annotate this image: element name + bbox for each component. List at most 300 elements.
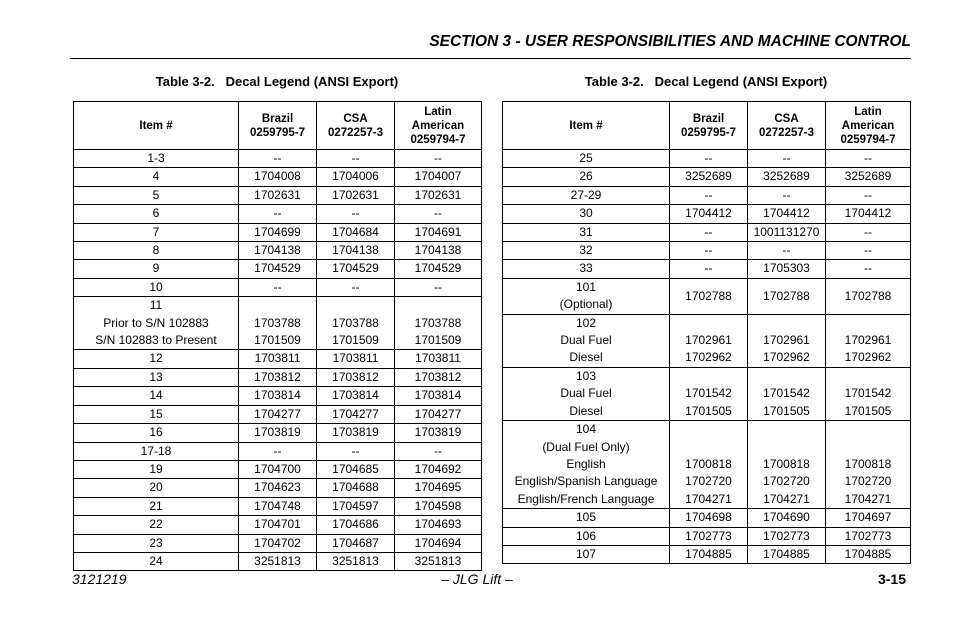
csa-cell: [317, 479, 395, 497]
latin-cell: [826, 205, 911, 223]
cell-line: 17-18: [140, 443, 172, 458]
cell-line: (Dual Fuel Only): [542, 439, 630, 454]
cell-line: 1704699: [254, 224, 301, 239]
cell-line: 1703819: [332, 425, 379, 440]
table-row: [503, 186, 911, 204]
table-row: [74, 552, 482, 570]
csa-cell: [317, 242, 395, 260]
table-row: [74, 516, 482, 534]
item-cell: [503, 545, 670, 563]
brazil-cell: [239, 242, 317, 260]
item-cell: [74, 297, 239, 350]
cell-line: 1701542: [685, 386, 732, 401]
cell-line: --: [704, 151, 713, 165]
cell-line: 1703812: [414, 369, 462, 384]
cell-line: --: [782, 187, 791, 202]
item-cell: [503, 223, 670, 241]
cell-line: 1702773: [844, 528, 892, 543]
cell-line: 1704695: [414, 480, 462, 495]
latin-cell: [395, 150, 482, 168]
section-title: SECTION 3 - USER RESPONSIBILITIES AND MACHINE CONTROL: [429, 33, 911, 50]
item-cell: [74, 497, 239, 515]
item-cell: [503, 278, 670, 314]
latin-cell: [395, 387, 482, 405]
brazil-cell: [239, 479, 317, 497]
item-cell: [74, 368, 239, 386]
cell-line: 1704006: [332, 169, 379, 184]
table-row: [503, 278, 911, 314]
brazil-cell: [239, 278, 317, 296]
cell-line: 11: [149, 298, 163, 313]
cell-line: 1703788: [332, 315, 379, 330]
latin-cell: [826, 509, 911, 527]
cell-line: --: [704, 224, 713, 239]
latin-cell: [826, 278, 911, 314]
brazil-cell: [670, 223, 748, 241]
item-cell: [74, 223, 239, 241]
cell-line: Dual Fuel: [560, 333, 612, 348]
brazil-cell: [239, 534, 317, 552]
table-row: [74, 260, 482, 278]
cell-line: 15: [149, 406, 163, 421]
cell-line: 1703814: [254, 388, 301, 403]
cell-line: 1703812: [254, 369, 301, 384]
cell-line: 1702720: [685, 474, 732, 489]
cell-line: 1704138: [414, 243, 462, 258]
cell-line: 1703788: [414, 315, 462, 330]
cell-line: 1701542: [844, 386, 892, 401]
cell-line: --: [273, 206, 282, 221]
cell-line: 22: [149, 517, 163, 532]
cell-line: 33: [579, 261, 593, 276]
latin-cell: [395, 260, 482, 278]
cell-line: --: [351, 151, 360, 165]
table-row: [74, 534, 482, 552]
latin-cell: [826, 421, 911, 509]
cell-line: --: [704, 261, 713, 276]
item-cell: [503, 168, 670, 186]
latin-cell: [395, 405, 482, 423]
latin-cell: [826, 150, 911, 168]
brazil-cell: [670, 527, 748, 545]
csa-cell: [317, 223, 395, 241]
cell-line: 1702788: [844, 288, 892, 303]
cell-line: 1700818: [763, 456, 810, 471]
cell-line: 1703811: [415, 351, 461, 366]
cell-line: 1704690: [763, 510, 810, 525]
latin-cell: [395, 186, 482, 204]
latin-cell: [395, 460, 482, 478]
cell-line: 1704529: [254, 261, 301, 276]
item-cell: [503, 527, 670, 545]
cell-line: 1703812: [332, 369, 379, 384]
cell-line: 32: [579, 243, 593, 258]
table-row: [74, 424, 482, 442]
column-header-line: CSA: [343, 112, 368, 125]
column-header: [239, 102, 317, 150]
table-row: [74, 150, 482, 168]
page-number: 3-15: [877, 571, 906, 587]
cell-line: --: [434, 151, 442, 165]
item-cell: [503, 205, 670, 223]
column-header-line: Latin: [854, 105, 882, 118]
right-table-caption: Table 3-2. Decal Legend (ANSI Export): [584, 74, 828, 89]
csa-cell: [317, 442, 395, 460]
cell-line: 1704684: [332, 224, 379, 239]
cell-line: 10: [149, 279, 163, 294]
brazil-cell: [239, 297, 317, 350]
table-row: [503, 421, 911, 509]
latin-cell: [395, 297, 482, 350]
table-row: [503, 527, 911, 545]
latin-cell: [826, 186, 911, 204]
csa-cell: [748, 186, 826, 204]
table-row: [503, 242, 911, 260]
cell-line: --: [782, 151, 791, 165]
cell-line: 1701542: [763, 386, 810, 401]
item-cell: [74, 205, 239, 223]
column-header-line: Item #: [569, 119, 603, 132]
brazil-cell: [670, 205, 748, 223]
cell-line: 1704685: [332, 461, 379, 476]
latin-cell: [826, 527, 911, 545]
csa-cell: [748, 278, 826, 314]
table-row: [74, 186, 482, 204]
item-cell: [74, 479, 239, 497]
csa-cell: [748, 509, 826, 527]
cell-line: 1704598: [414, 498, 462, 513]
latin-cell: [395, 497, 482, 515]
latin-cell: [395, 516, 482, 534]
brazil-cell: [239, 552, 317, 570]
cell-line: 1704412: [763, 206, 810, 221]
item-cell: [503, 186, 670, 204]
brazil-cell: [239, 387, 317, 405]
cell-line: --: [434, 443, 442, 458]
cell-line: 103: [575, 368, 597, 383]
cell-line: 1702631: [332, 187, 379, 202]
latin-cell: [395, 368, 482, 386]
cell-line: 1704885: [685, 546, 732, 561]
column-header-line: American: [411, 119, 465, 132]
latin-cell: [395, 278, 482, 296]
csa-cell: [317, 297, 395, 350]
table-row: [74, 242, 482, 260]
cell-line: Prior to S/N 102883: [103, 315, 209, 330]
cell-line: 106: [575, 528, 597, 543]
brazil-cell: [670, 278, 748, 314]
cell-line: 1705303: [763, 261, 810, 276]
cell-line: 1703814: [414, 388, 462, 403]
cell-line: English/Spanish Language: [514, 474, 658, 489]
table-row: [503, 223, 911, 241]
cell-line: 1704686: [332, 517, 379, 532]
cell-line: 1702788: [763, 288, 810, 303]
cell-line: 25: [579, 151, 593, 165]
cell-line: 107: [575, 546, 597, 561]
cell-line: 1701509: [254, 333, 301, 348]
cell-line: 7: [152, 224, 160, 239]
cell-line: English: [566, 456, 606, 471]
cell-line: 1700818: [685, 456, 732, 471]
csa-cell: [317, 350, 395, 368]
cell-line: 13: [149, 369, 163, 384]
table-row: [74, 442, 482, 460]
brazil-cell: [670, 186, 748, 204]
cell-line: 1700818: [844, 456, 892, 471]
cell-line: --: [864, 261, 872, 276]
cell-line: --: [273, 279, 282, 294]
cell-line: 1704138: [332, 243, 379, 258]
cell-line: 1703788: [254, 315, 301, 330]
csa-cell: [317, 460, 395, 478]
cell-line: --: [351, 279, 360, 294]
csa-cell: [317, 186, 395, 204]
item-cell: [503, 314, 670, 367]
cell-line: 16: [149, 425, 163, 440]
csa-cell: [748, 367, 826, 420]
latin-cell: [395, 552, 482, 570]
csa-cell: [748, 421, 826, 509]
column-header-line: 0272257-3: [759, 126, 814, 139]
cell-line: 24: [149, 553, 163, 568]
column-header: [748, 102, 826, 150]
cell-line: 12: [149, 351, 163, 366]
csa-cell: [317, 497, 395, 515]
cell-line: 1702720: [763, 474, 810, 489]
cell-line: 1704623: [254, 480, 301, 495]
cell-line: 1704748: [254, 498, 301, 513]
table-row: [503, 260, 911, 278]
csa-cell: [317, 278, 395, 296]
cell-line: 1701505: [685, 403, 732, 418]
item-cell: [74, 387, 239, 405]
cell-line: 1704694: [414, 535, 462, 550]
table-row: [74, 278, 482, 296]
column-header-line: American: [841, 119, 895, 132]
cell-line: --: [782, 243, 791, 258]
brazil-cell: [670, 260, 748, 278]
csa-cell: [317, 534, 395, 552]
csa-cell: [317, 260, 395, 278]
cell-line: 6: [152, 206, 160, 221]
table-row: [74, 460, 482, 478]
cell-line: 1704693: [414, 517, 462, 532]
brazil-cell: [239, 205, 317, 223]
item-cell: [74, 442, 239, 460]
column-header: [317, 102, 395, 150]
brazil-cell: [239, 150, 317, 168]
csa-cell: [748, 150, 826, 168]
cell-line: --: [704, 243, 713, 258]
csa-cell: [748, 168, 826, 186]
column-header-line: Brazil: [692, 112, 725, 125]
item-cell: [74, 260, 239, 278]
cell-line: 1703819: [414, 425, 462, 440]
table-row: [74, 405, 482, 423]
latin-cell: [826, 260, 911, 278]
cell-line: 1704007: [414, 169, 462, 184]
cell-line: 3251813: [332, 553, 379, 568]
column-header-line: 0259795-7: [250, 126, 305, 139]
cell-line: 1001131270: [753, 224, 820, 239]
cell-line: 3251813: [254, 553, 301, 568]
cell-line: 1703819: [254, 425, 301, 440]
cell-line: --: [864, 187, 872, 202]
table-row: [74, 297, 482, 350]
column-header-line: 0272257-3: [328, 126, 383, 139]
cell-line: 27-29: [570, 187, 602, 202]
cell-line: 3252689: [685, 169, 732, 184]
cell-line: 23: [149, 535, 163, 550]
brazil-cell: [670, 150, 748, 168]
brazil-cell: [239, 168, 317, 186]
decal-legend-table-left: [73, 101, 482, 571]
cell-line: 1702961: [763, 333, 810, 348]
brazil-cell: [239, 186, 317, 204]
latin-cell: [826, 545, 911, 563]
column-header-line: 0259794-7: [410, 133, 466, 146]
cell-line: 1704008: [254, 169, 301, 184]
cell-line: 1704138: [254, 243, 301, 258]
table-row: [503, 150, 911, 168]
cell-line: 1702962: [763, 350, 810, 365]
csa-cell: [748, 314, 826, 367]
csa-cell: [748, 260, 826, 278]
decal-legend-table-right: [502, 101, 911, 564]
csa-cell: [748, 545, 826, 563]
csa-cell: [317, 387, 395, 405]
cell-line: 1702631: [254, 187, 301, 202]
cell-line: 1704529: [414, 261, 462, 276]
item-cell: [503, 421, 670, 509]
cell-line: 1704412: [844, 206, 892, 221]
cell-line: 21: [149, 498, 163, 513]
csa-cell: [317, 368, 395, 386]
latin-cell: [826, 242, 911, 260]
column-header-line: 0259795-7: [681, 126, 736, 139]
column-header: [395, 102, 482, 150]
item-cell: [74, 186, 239, 204]
cell-line: 1703814: [332, 388, 379, 403]
brazil-cell: [670, 421, 748, 509]
csa-cell: [317, 168, 395, 186]
brazil-cell: [239, 497, 317, 515]
cell-line: 1702962: [685, 350, 732, 365]
cell-line: English/French Language: [517, 491, 655, 506]
item-cell: [503, 150, 670, 168]
cell-line: 1704271: [685, 491, 732, 506]
cell-line: 30: [579, 206, 593, 221]
cell-line: 1702962: [844, 350, 892, 365]
column-header: [503, 102, 670, 150]
cell-line: 102: [575, 315, 597, 330]
cell-line: 1704687: [332, 535, 379, 550]
cell-line: --: [351, 443, 360, 458]
cell-line: 1704271: [844, 491, 892, 506]
item-cell: [74, 405, 239, 423]
latin-cell: [395, 223, 482, 241]
brazil-cell: [239, 223, 317, 241]
cell-line: (Optional): [559, 297, 613, 312]
footer-brand: – JLG Lift –: [441, 571, 513, 587]
cell-line: 1701505: [763, 403, 810, 418]
latin-cell: [395, 205, 482, 223]
cell-line: --: [351, 206, 360, 221]
cell-line: 1702961: [685, 333, 732, 348]
cell-line: 1704698: [685, 510, 732, 525]
latin-cell: [395, 442, 482, 460]
latin-cell: [395, 424, 482, 442]
cell-line: 1704688: [332, 480, 379, 495]
csa-cell: [317, 516, 395, 534]
table-row: [503, 314, 911, 367]
cell-line: 1702631: [414, 187, 462, 202]
cell-line: --: [273, 151, 282, 165]
cell-line: 3251813: [414, 553, 462, 568]
brazil-cell: [670, 509, 748, 527]
cell-line: 1704529: [332, 261, 379, 276]
cell-line: 1703811: [254, 351, 301, 366]
cell-line: --: [864, 224, 872, 239]
cell-line: 4: [152, 169, 160, 184]
cell-line: 1703811: [332, 351, 379, 366]
cell-line: --: [704, 187, 713, 202]
item-cell: [74, 168, 239, 186]
item-cell: [74, 350, 239, 368]
brazil-cell: [670, 367, 748, 420]
cell-line: 26: [579, 169, 593, 184]
cell-line: 1704597: [332, 498, 379, 513]
csa-cell: [317, 552, 395, 570]
item-cell: [74, 150, 239, 168]
cell-line: 104: [575, 422, 597, 437]
cell-line: 1-3: [147, 151, 165, 165]
cell-line: 5: [152, 187, 160, 202]
cell-line: Diesel: [569, 403, 603, 418]
latin-cell: [826, 314, 911, 367]
table-row: [503, 367, 911, 420]
latin-cell: [395, 534, 482, 552]
cell-line: --: [434, 206, 442, 221]
column-header-line: CSA: [774, 112, 799, 125]
brazil-cell: [670, 314, 748, 367]
cell-line: 1702773: [685, 528, 732, 543]
cell-line: 1702961: [844, 333, 892, 348]
latin-cell: [826, 223, 911, 241]
brazil-cell: [239, 424, 317, 442]
item-cell: [74, 460, 239, 478]
item-cell: [503, 242, 670, 260]
latin-cell: [395, 350, 482, 368]
cell-line: Dual Fuel: [560, 386, 612, 401]
header-rule: [70, 58, 911, 59]
document-number: 3121219: [72, 571, 127, 587]
brazil-cell: [670, 168, 748, 186]
latin-cell: [395, 479, 482, 497]
item-cell: [74, 242, 239, 260]
cell-line: 105: [575, 510, 597, 525]
item-cell: [74, 534, 239, 552]
item-cell: [74, 516, 239, 534]
item-cell: [74, 278, 239, 296]
cell-line: 1702788: [685, 288, 732, 303]
brazil-cell: [239, 350, 317, 368]
cell-line: 1704412: [685, 206, 732, 221]
latin-cell: [826, 168, 911, 186]
cell-line: 1704271: [763, 491, 810, 506]
latin-cell: [395, 242, 482, 260]
